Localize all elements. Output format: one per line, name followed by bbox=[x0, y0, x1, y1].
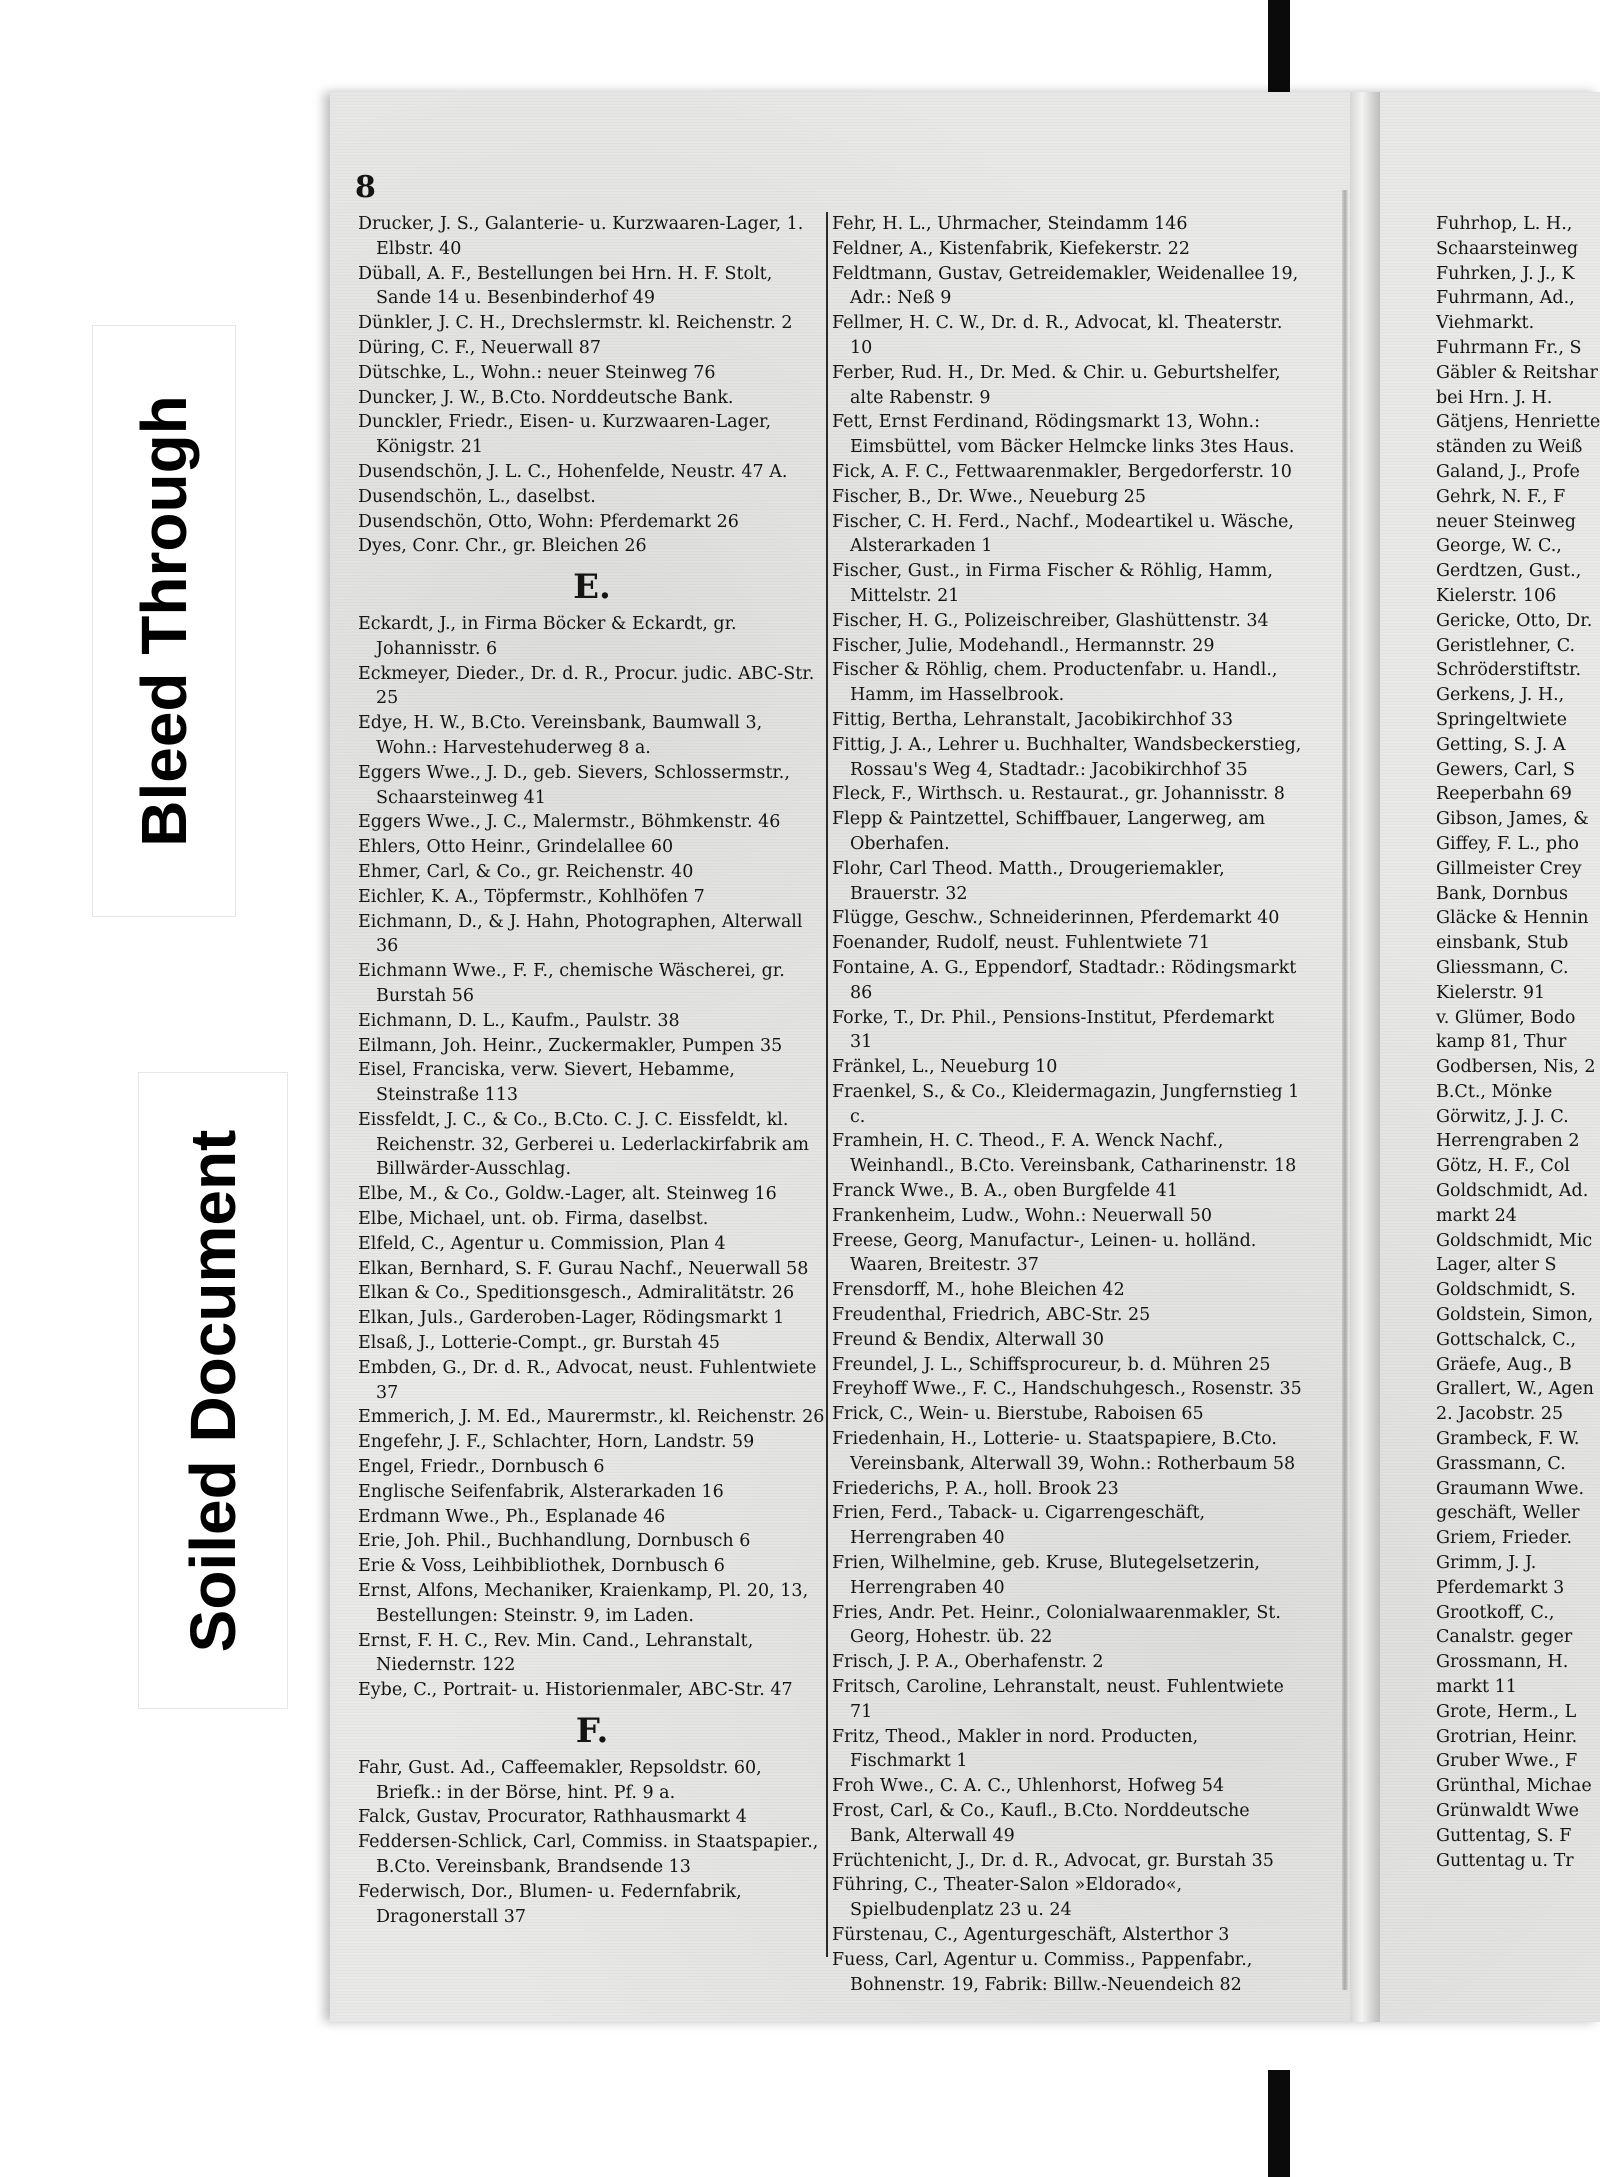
directory-entry: 2. Jacobstr. 25 bbox=[1436, 1404, 1564, 1425]
directory-entry: Friederichs, P. A., holl. Brook 23 bbox=[832, 1478, 1119, 1499]
directory-entry: Grossmann, H. bbox=[1436, 1652, 1569, 1673]
directory-entry: geschäft, Weller bbox=[1436, 1503, 1580, 1524]
directory-entry: Fischer, C. H. Ferd., Nachf., Modeartikel u. Wäsche, Alsterarkaden 1 bbox=[832, 511, 1294, 557]
directory-entry: Erie & Voss, Leihbibliothek, Dornbusch 6 bbox=[358, 1556, 725, 1577]
directory-entry: Falck, Gustav, Procurator, Rathhausmarkt 4 bbox=[358, 1807, 747, 1828]
directory-entry: Eichmann, D., & J. Hahn, Photographen, Alterwall 36 bbox=[358, 911, 803, 957]
directory-entry: Fellmer, H. C. W., Dr. d. R., Advocat, kl. Theaterstr. 10 bbox=[832, 313, 1283, 358]
directory-entry: Goldstein, Simon, bbox=[1436, 1305, 1594, 1326]
binding-tab-bottom bbox=[1268, 2070, 1290, 2177]
directory-entry: Gewers, Carl, S bbox=[1436, 759, 1576, 780]
directory-entry: Grootkoff, C., bbox=[1436, 1602, 1555, 1623]
directory-entry: Elkan, Juls., Garderoben-Lager, Rödingsmarkt 1 bbox=[358, 1308, 785, 1329]
directory-entry: Drucker, J. S., Galanterie- u. Kurzwaaren-Lager, 1. Elbstr. 40 bbox=[358, 214, 804, 259]
directory-entry: Frost, Carl, & Co., Kaufl., B.Cto. Norddeutsche Bank, Alterwall 49 bbox=[832, 1801, 1250, 1846]
directory-entry: Grote, Herm., L bbox=[1436, 1701, 1577, 1722]
directory-entry: Framhein, H. C. Theod., F. A. Wenck Nachf., Weinhandl., B.Cto. Vereinsbank, Catharinenstr. 18 bbox=[832, 1131, 1297, 1177]
directory-entry: Griem, Frieder. bbox=[1436, 1528, 1573, 1549]
directory-entry: Fischer, H. G., Polizeischreiber, Glashüttenstr. 34 bbox=[832, 610, 1269, 631]
directory-entry: Dusendschön, Otto, Wohn: Pferdemarkt 26 bbox=[358, 511, 739, 532]
entries-e-section bbox=[358, 612, 826, 1703]
section-letter-e: E. bbox=[573, 567, 611, 608]
directory-entry: George, W. C., bbox=[1436, 536, 1562, 557]
directory-entry: Fontaine, A. G., Eppendorf, Stadtadr.: Rödingsmarkt 86 bbox=[832, 957, 1297, 1003]
directory-entry: Graumann Wwe. bbox=[1436, 1478, 1585, 1499]
page-gutter bbox=[1350, 92, 1380, 2022]
directory-entry: Gericke, Otto, Dr. bbox=[1436, 610, 1593, 631]
directory-entry: Frick, C., Wein- u. Bierstube, Raboisen 65 bbox=[832, 1404, 1204, 1425]
directory-entry: Kielerstr. 91 bbox=[1436, 982, 1546, 1003]
directory-entry: bei Hrn. J. H. bbox=[1436, 387, 1553, 408]
directory-entry: Guttentag u. Tr bbox=[1436, 1850, 1574, 1871]
directory-entry: Erdmann Wwe., Ph., Esplanade 46 bbox=[358, 1506, 666, 1527]
directory-entry: Gäbler & Reitshar bbox=[1436, 362, 1598, 383]
directory-entry: Foenander, Rudolf, neust. Fuhlentwiete 71 bbox=[832, 933, 1211, 954]
directory-entry: Fischer, Julie, Modehandl., Hermannstr. 29 bbox=[832, 635, 1215, 656]
directory-entry: Grallert, W., Agen bbox=[1436, 1379, 1594, 1400]
entries-d-section bbox=[358, 212, 826, 559]
binding-tab-top bbox=[1268, 0, 1290, 98]
directory-entry: Fritsch, Caroline, Lehranstalt, neust. Fuhlentwiete 71 bbox=[832, 1677, 1284, 1722]
directory-entry: Ernst, Alfons, Mechaniker, Kraienkamp, Pl. 20, 13, Bestellungen: Steinstr. 9, im Laden. bbox=[358, 1581, 809, 1626]
page-fold-shadow bbox=[1342, 190, 1348, 1990]
directory-entry: Gerkens, J. H., bbox=[1436, 685, 1565, 706]
directory-entry: Fuhrmann Fr., S bbox=[1436, 337, 1582, 358]
directory-entry: Herrengraben 2 bbox=[1436, 1131, 1580, 1152]
directory-entry: Frisch, J. P. A., Oberhafenstr. 2 bbox=[832, 1652, 1104, 1673]
directory-entry: Freese, Georg, Manufactur-, Leinen- u. holländ. Waaren, Breitestr. 37 bbox=[832, 1230, 1257, 1276]
directory-entry: Grimm, J. J. bbox=[1436, 1553, 1537, 1574]
bleed-through-label bbox=[92, 325, 236, 917]
entries-f-section bbox=[358, 1756, 826, 1930]
directory-entry: Fuhrhop, L. H., bbox=[1436, 214, 1573, 234]
directory-entry: kamp 81, Thur bbox=[1436, 1032, 1567, 1053]
directory-entry: Feldner, A., Kistenfabrik, Kiefekerstr. 22 bbox=[832, 238, 1191, 259]
directory-entry: Pferdemarkt 3 bbox=[1436, 1577, 1565, 1598]
directory-entry: Fett, Ernst Ferdinand, Rödingsmarkt 13, Wohn.: Eimsbüttel, vom Bäcker Helmcke links 3tes Haus. bbox=[832, 412, 1295, 458]
directory-entry: Elbe, M., & Co., Goldw.-Lager, alt. Steinweg 16 bbox=[358, 1184, 777, 1205]
bleed-through-text: Bleed Through bbox=[128, 395, 200, 847]
directory-entry: Springeltwiete bbox=[1436, 709, 1567, 730]
directory-entry: Elfeld, C., Agentur u. Commission, Plan 4 bbox=[358, 1233, 726, 1254]
directory-entry: Federwisch, Dor., Blumen- u. Federnfabrik, Dragonerstall 37 bbox=[358, 1881, 742, 1927]
directory-entry: Eckmeyer, Dieder., Dr. d. R., Procur. judic. ABC-Str. 25 bbox=[358, 663, 815, 709]
directory-entry: Bank, Dornbus bbox=[1436, 883, 1568, 904]
directory-entry: Lager, alter S bbox=[1436, 1255, 1557, 1276]
directory-entry: Freund & Bendix, Alterwall 30 bbox=[832, 1329, 1105, 1350]
directory-entry: Eckardt, J., in Firma Böcker & Eckardt, gr. Johannisstr. 6 bbox=[358, 613, 737, 659]
directory-entry: Gliessmann, C. bbox=[1436, 957, 1569, 978]
directory-entry: Görwitz, J. J. C. bbox=[1436, 1106, 1569, 1127]
directory-column-middle bbox=[826, 212, 1302, 1995]
directory-entry: Flepp & Paintzettel, Schiffbauer, Langerweg, am Oberhafen. bbox=[832, 809, 1266, 854]
directory-entry: Frensdorff, M., hohe Bleichen 42 bbox=[832, 1280, 1125, 1301]
directory-entry: Gibson, James, & bbox=[1436, 809, 1589, 830]
directory-entry: Dusendschön, L., daselbst. bbox=[358, 486, 596, 507]
directory-entry: Fuess, Carl, Agentur u. Commiss., Pappenfabr., Bohnenstr. 19, Fabrik: Billw.-Neuendeich 82 bbox=[832, 1949, 1253, 1995]
directory-entry: markt 11 bbox=[1436, 1677, 1517, 1698]
page-number: 8 bbox=[355, 170, 376, 205]
directory-entry: Fischer, Gust., in Firma Fischer & Röhlig, Hamm, Mittelstr. 21 bbox=[832, 561, 1273, 606]
directory-entry: Fittig, Bertha, Lehranstalt, Jacobikirchhof 33 bbox=[832, 709, 1234, 730]
directory-entry: Forke, T., Dr. Phil., Pensions-Institut, Pferdemarkt 31 bbox=[832, 1007, 1275, 1053]
directory-entry: Gillmeister Crey bbox=[1436, 858, 1582, 879]
directory-entry: Frien, Wilhelmine, geb. Kruse, Blutegelsetzerin, Herrengraben 40 bbox=[832, 1553, 1260, 1598]
directory-entry: Fick, A. F. C., Fettwaarenmakler, Bergedorferstr. 10 bbox=[832, 461, 1292, 482]
directory-entry: Fränkel, L., Neueburg 10 bbox=[832, 1057, 1058, 1078]
directory-entry: Ehlers, Otto Heinr., Grindelallee 60 bbox=[358, 837, 674, 858]
directory-entry: Engel, Friedr., Dornbusch 6 bbox=[358, 1457, 605, 1478]
directory-entry: Gottschalck, C., bbox=[1436, 1329, 1577, 1350]
directory-entry: Galand, J., Profe bbox=[1436, 461, 1580, 482]
directory-entry: Getting, S. J. A bbox=[1436, 734, 1566, 755]
directory-entry: Eichler, K. A., Töpfermstr., Kohlhöfen 7 bbox=[358, 886, 705, 907]
directory-entry: Eggers Wwe., J. D., geb. Sievers, Schlossermstr., Schaarsteinweg 41 bbox=[358, 762, 790, 808]
directory-entry: Fuhrken, J. J., K bbox=[1436, 263, 1575, 284]
directory-entry: Grotrian, Heinr. bbox=[1436, 1726, 1578, 1747]
directory-entry: Fries, Andr. Pet. Heinr., Colonialwaarenmakler, St. Georg, Hohestr. üb. 22 bbox=[832, 1602, 1281, 1648]
directory-entry: Eilmann, Joh. Heinr., Zuckermakler, Pumpen 35 bbox=[358, 1035, 783, 1056]
directory-entry: Fritz, Theod., Makler in nord. Producten, Fischmarkt 1 bbox=[832, 1726, 1199, 1772]
directory-entry: Eggers Wwe., J. C., Malermstr., Böhmkenstr. 46 bbox=[358, 812, 781, 833]
directory-entry: Grassmann, C. bbox=[1436, 1453, 1566, 1474]
directory-column-left bbox=[358, 212, 826, 1929]
directory-entry: Dünkler, J. C. H., Drechslermstr. kl. Reichenstr. 2 bbox=[358, 313, 793, 334]
directory-column-right-cropped bbox=[1436, 212, 1600, 1873]
directory-entry: Elbe, Michael, unt. ob. Firma, daselbst. bbox=[358, 1209, 709, 1230]
directory-entry: Grünwaldt Wwe bbox=[1436, 1801, 1580, 1821]
directory-entry: Dunckler, Friedr., Eisen- u. Kurzwaaren-Lager, Königstr. 21 bbox=[358, 412, 772, 458]
directory-entry: Goldschmidt, Mic bbox=[1436, 1230, 1593, 1251]
directory-entry: Edye, H. W., B.Cto. Vereinsbank, Baumwall 3, Wohn.: Harvestehuderweg 8 a. bbox=[358, 713, 763, 758]
directory-entry: Dütschke, L., Wohn.: neuer Steinweg 76 bbox=[358, 362, 716, 383]
directory-entry: Eissfeldt, J. C., & Co., B.Cto. C. J. C. Eissfeldt, kl. Reichenstr. 32, Gerberei u. Lederlackirfabrik am Billwärder-Ausschlag. bbox=[358, 1109, 809, 1180]
directory-entry: Flohr, Carl Theod. Matth., Drougeriemakler, Brauerstr. 32 bbox=[832, 858, 1225, 904]
directory-entry: Duncker, J. W., B.Cto. Norddeutsche Bank. bbox=[358, 387, 734, 408]
directory-entry: Giffey, F. L., pho bbox=[1436, 833, 1579, 854]
directory-entry: Dyes, Conr. Chr., gr. Bleichen 26 bbox=[358, 536, 647, 557]
directory-entry: neuer Steinweg bbox=[1436, 511, 1576, 532]
directory-entry: Flügge, Geschw., Schneiderinnen, Pferdemarkt 40 bbox=[832, 908, 1280, 929]
directory-entry: Franck Wwe., B. A., oben Burgfelde 41 bbox=[832, 1181, 1178, 1202]
directory-entry: Fittig, J. A., Lehrer u. Buchhalter, Wandsbeckerstieg, Rossau's Weg 4, Stadtadr.: Jacobikirchhof 35 bbox=[832, 734, 1302, 780]
directory-entry: Gerdtzen, Gust., bbox=[1436, 561, 1582, 582]
directory-entry: Schröderstiftstr. bbox=[1436, 660, 1582, 681]
directory-entry: Godbersen, Nis, 2 bbox=[1436, 1057, 1596, 1078]
entries-f-continued bbox=[832, 212, 1302, 1997]
entries-g-section bbox=[1436, 212, 1600, 1873]
directory-entry: Grambeck, F. W. bbox=[1436, 1429, 1580, 1450]
soiled-document-text: Soiled Document bbox=[177, 1129, 249, 1652]
directory-entry: Engefehr, J. F., Schlachter, Horn, Landstr. 59 bbox=[358, 1432, 755, 1453]
directory-entry: Fischer & Röhlig, chem. Productenfabr. u. Handl., Hamm, im Hasselbrook. bbox=[832, 660, 1278, 706]
directory-entry: einsbank, Stub bbox=[1436, 933, 1569, 954]
directory-entry: Friedenhain, H., Lotterie- u. Staatspapiere, B.Cto. Vereinsbank, Alterwall 39, Wohn.: Rotherbaum 58 bbox=[832, 1429, 1296, 1474]
directory-entry: Elkan & Co., Speditionsgesch., Admiralitätstr. 26 bbox=[358, 1283, 795, 1304]
directory-entry: Fehr, H. L., Uhrmacher, Steindamm 146 bbox=[832, 214, 1188, 234]
directory-entry: B.Ct., Mönke bbox=[1436, 1081, 1553, 1102]
directory-entry: Fahr, Gust. Ad., Caffeemakler, Repsoldstr. 60, Briefk.: in der Börse, hint. Pf. 9 a. bbox=[358, 1757, 762, 1803]
directory-entry: Feldtmann, Gustav, Getreidemakler, Weidenallee 19, Adr.: Neß 9 bbox=[832, 263, 1299, 309]
directory-entry: Dusendschön, J. L. C., Hohenfelde, Neustr. 47 A. bbox=[358, 461, 788, 482]
directory-entry: Ernst, F. H. C., Rev. Min. Cand., Lehranstalt, Niedernstr. 122 bbox=[358, 1630, 754, 1676]
directory-entry: Embden, G., Dr. d. R., Advocat, neust. Fuhlentwiete 37 bbox=[358, 1357, 817, 1403]
directory-entry: Ehmer, Carl, & Co., gr. Reichenstr. 40 bbox=[358, 861, 694, 882]
directory-entry: v. Glümer, Bodo bbox=[1436, 1007, 1576, 1028]
directory-entry: Gläcke & Hennin bbox=[1436, 908, 1589, 929]
section-letter-f: F. bbox=[575, 1711, 609, 1752]
directory-entry: Gruber Wwe., F bbox=[1436, 1751, 1578, 1772]
directory-entry: Götz, H. F., Col bbox=[1436, 1156, 1570, 1177]
directory-entry: Fraenkel, S., & Co., Kleidermagazin, Jungfernstieg 1 c. bbox=[832, 1081, 1300, 1127]
directory-entry: Freudenthal, Friedrich, ABC-Str. 25 bbox=[832, 1305, 1151, 1326]
directory-entry: Froh Wwe., C. A. C., Uhlenhorst, Hofweg 54 bbox=[832, 1776, 1225, 1797]
directory-entry: Fürstenau, C., Agenturgeschäft, Alsterthor 3 bbox=[832, 1924, 1230, 1945]
directory-entry: Fischer, B., Dr. Wwe., Neueburg 25 bbox=[832, 486, 1147, 507]
directory-entry: markt 24 bbox=[1436, 1205, 1517, 1226]
directory-entry: Englische Seifenfabrik, Alsterarkaden 16 bbox=[358, 1481, 724, 1502]
directory-entry: Früchtenicht, J., Dr. d. R., Advocat, gr. Burstah 35 bbox=[832, 1850, 1274, 1871]
directory-entry: Elkan, Bernhard, S. F. Gurau Nachf., Neuerwall 58 bbox=[358, 1258, 809, 1279]
directory-entry: Eichmann, D. L., Kaufm., Paulstr. 38 bbox=[358, 1010, 680, 1031]
directory-entry: Feddersen-Schlick, Carl, Commiss. in Staatspapier., B.Cto. Vereinsbank, Brandsende 13 bbox=[358, 1832, 819, 1877]
directory-entry: Geristlehner, C. bbox=[1436, 635, 1576, 656]
directory-entry: Frankenheim, Ludw., Wohn.: Neuerwall 50 bbox=[832, 1205, 1213, 1226]
directory-entry: Gehrk, N. F., F bbox=[1436, 486, 1566, 507]
directory-entry: Fuhrmann, Ad., bbox=[1436, 288, 1575, 309]
directory-entry: Reeperbahn 69 bbox=[1436, 784, 1572, 805]
directory-entry: Kielerstr. 106 bbox=[1436, 585, 1557, 606]
directory-entry: Grünthal, Michae bbox=[1436, 1776, 1592, 1797]
directory-entry: Erie, Joh. Phil., Buchhandlung, Dornbusch 6 bbox=[358, 1531, 751, 1552]
directory-entry: Frien, Ferd., Taback- u. Cigarrengeschäft, Herrengraben 40 bbox=[832, 1503, 1206, 1549]
directory-entry: Freyhoff Wwe., F. C., Handschuhgesch., Rosenstr. 35 bbox=[832, 1379, 1302, 1400]
directory-entry: Fleck, F., Wirthsch. u. Restaurat., gr. Johannisstr. 8 bbox=[832, 784, 1285, 805]
directory-entry: Eisel, Franciska, verw. Sievert, Hebamme, Steinstraße 113 bbox=[358, 1060, 735, 1106]
directory-entry: Goldschmidt, S. bbox=[1436, 1280, 1576, 1301]
soiled-document-label bbox=[138, 1072, 288, 1709]
directory-entry: Emmerich, J. M. Ed., Maurermstr., kl. Reichenstr. 26 bbox=[358, 1407, 825, 1428]
directory-entry: Schaarsteinweg bbox=[1436, 238, 1579, 259]
directory-entry: Düring, C. F., Neuerwall 87 bbox=[358, 337, 601, 358]
directory-entry: Eybe, C., Portrait- u. Historienmaler, ABC-Str. 47 bbox=[358, 1680, 793, 1701]
directory-entry: Düball, A. F., Bestellungen bei Hrn. H. F. Stolt, Sande 14 u. Besenbinderhof 49 bbox=[358, 263, 773, 309]
directory-entry: Gräefe, Aug., B bbox=[1436, 1354, 1572, 1375]
directory-entry: Goldschmidt, Ad. bbox=[1436, 1181, 1589, 1202]
directory-entry: Viehmarkt. bbox=[1436, 313, 1535, 334]
directory-entry: Gätjens, Henriette bbox=[1436, 412, 1600, 433]
directory-entry: Eichmann Wwe., F. F., chemische Wäscherei, gr. Burstah 56 bbox=[358, 961, 785, 1006]
directory-entry: Canalstr. geger bbox=[1436, 1627, 1573, 1648]
directory-entry: Führing, C., Theater-Salon »Eldorado«, Spielbudenplatz 23 u. 24 bbox=[832, 1875, 1183, 1921]
directory-entry: Guttentag, S. F bbox=[1436, 1825, 1572, 1846]
directory-entry: Elsaß, J., Lotterie-Compt., gr. Burstah 45 bbox=[358, 1333, 721, 1354]
directory-entry: Freundel, J. L., Schiffsprocureur, b. d. Mühren 25 bbox=[832, 1354, 1271, 1375]
directory-entry: Ferber, Rud. H., Dr. Med. & Chir. u. Geburtshelfer, alte Rabenstr. 9 bbox=[832, 362, 1281, 408]
directory-entry: ständen zu Weiß bbox=[1436, 437, 1583, 458]
